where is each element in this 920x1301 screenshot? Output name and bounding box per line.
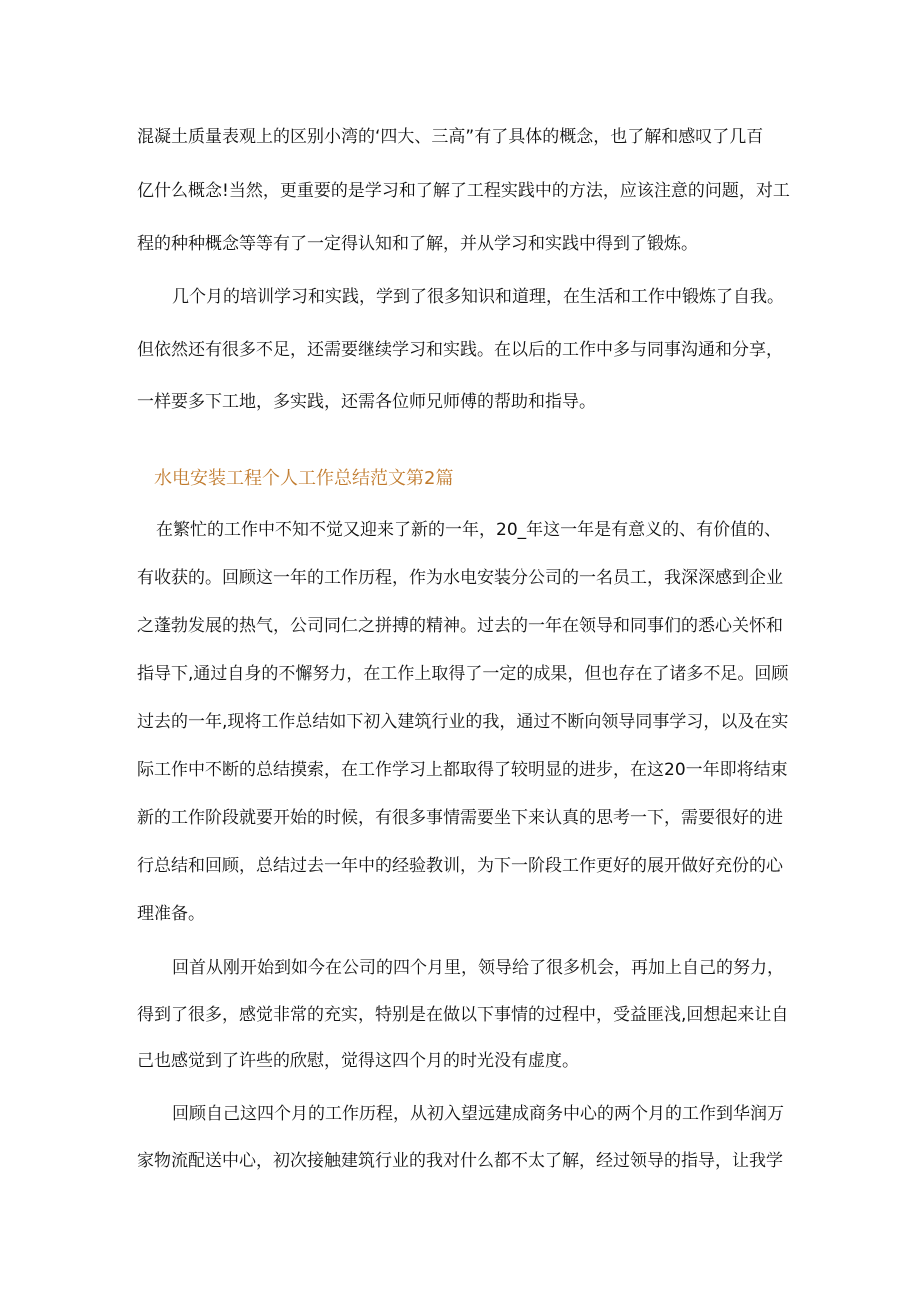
paragraph-4-line-3: 己也感觉到了许些的欣慰，觉得这四个月的时光没有虚度。 xyxy=(137,1051,579,1071)
paragraph-3-line-9: 理准备。 xyxy=(137,904,205,924)
paragraph-5-line-2: 家物流配送中心，初次接触建筑行业的我对什么都不太了解，经过领导的指导，让我学 xyxy=(137,1151,783,1171)
paragraph-1-line-2: 亿什么概念!当然，更重要的是学习和了解了工程实践中的方法，应该注意的问题，对工 xyxy=(137,181,790,201)
paragraph-1-line-3: 程的种种概念等等有了一定得认知和了解，并从学习和实践中得到了锻炼。 xyxy=(137,234,698,254)
paragraph-4-line-1: 回首从刚开始到如今在公司的四个月里，领导给了很多机会，再加上自己的努力， xyxy=(172,958,784,978)
paragraph-3-line-8: 行总结和回顾，总结过去一年中的经验教训，为下一阶段工作更好的展开做好充份的心 xyxy=(137,856,783,876)
paragraph-3-line-4: 指导下,通过自身的不懈努力，在工作上取得了一定的成果，但也存在了诸多不足。回顾 xyxy=(137,664,789,684)
paragraph-2-line-2: 但依然还有很多不足，还需要继续学习和实践。在以后的工作中多与同事沟通和分享， xyxy=(137,340,783,360)
paragraph-5-line-1: 回顾自己这四个月的工作历程，从初入望远建成商务中心的两个月的工作到华润万 xyxy=(172,1104,784,1124)
section-heading: 水电安装工程个人工作总结范文第2篇 xyxy=(154,468,454,489)
paragraph-3-line-2: 有收获的。回顾这一年的工作历程，作为水电安装分公司的一名员工，我深深感到企业 xyxy=(137,568,783,588)
paragraph-2-line-1: 几个月的培训学习和实践，学到了很多知识和道理，在生活和工作中锻炼了自我。 xyxy=(172,287,784,307)
paragraph-3-line-6: 际工作中不断的总结摸索，在工作学习上都取得了较明显的进步，在这20一年即将结束 xyxy=(137,760,788,780)
paragraph-3-line-7: 新的工作阶段就要开始的时候，有很多事情需要坐下来认真的思考一下，需要很好的进 xyxy=(137,808,783,828)
paragraph-3-line-3: 之蓬勃发展的热气，公司同仁之拼搏的精神。过去的一年在领导和同事们的悉心关怀和 xyxy=(137,616,783,636)
paragraph-3-line-5: 过去的一年,现将工作总结如下初入建筑行业的我，通过不断向领导同事学习，以及在实 xyxy=(137,712,789,732)
paragraph-3-line-1: 在繁忙的工作中不知不觉又迎来了新的一年，20_年这一年是有意义的、有价值的、 xyxy=(156,520,782,540)
paragraph-1-line-1: 混凝土质量表观上的区别小湾的‘四大、三高”有了具体的概念，也了解和感叹了几百 xyxy=(137,127,764,147)
paragraph-2-line-3: 一样要多下工地，多实践，还需各位师兄师傅的帮助和指导。 xyxy=(137,392,596,412)
paragraph-4-line-2: 得到了很多，感觉非常的充实，特别是在做以下事情的过程中，受益匪浅,回想起来让自 xyxy=(137,1005,789,1025)
